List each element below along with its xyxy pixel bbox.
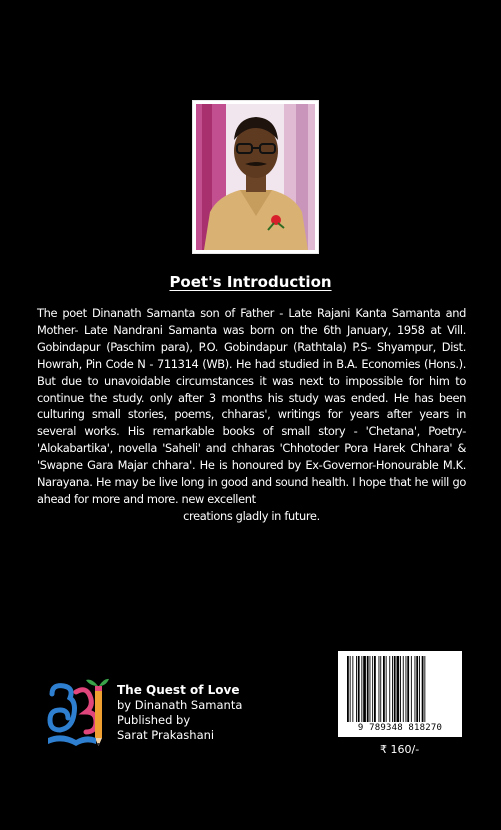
book-title: The Quest of Love: [117, 683, 240, 697]
barcode-bars: [346, 656, 454, 722]
price-label: ₹ 160/-: [380, 743, 420, 756]
published-by-label: Published by: [117, 713, 191, 727]
biography-text: The poet Dinanath Samanta son of Father - Late Rajani Kanta Samanta and Mother- Late Nandrani Samanta was born on the 6th January, 1958 at Vill. Gobindapur (Paschim para), P.O. Gobindapur (Rathtala) P.S- Shyampur, Dist. Howrah, Pin Code N - 711314 (WB). He had studied in B.A. Economies (Hons.). But due to unavoidable circumstances it was next to impossible for him to continue the study. only after 3 months his study was ended. He has been culturing small stories, poems, chharas', writings for years after years in several works. His remarkable books of small story - 'Chetana', Poetry- 'Alokabartika', novella 'Saheli' and chharas 'Chhotoder Pora Harek Chhara' & 'Swapne Gara Majar chhara'. He is honoured by Ex-Governor-Honourable M.K. Narayana. He may be live long in good and sound health. I hope that he will go ahead for more and more. new excellent: [37, 306, 466, 506]
book-author: by Dinanath Samanta: [117, 698, 243, 712]
isbn-barcode: [338, 651, 462, 737]
publisher-name: Sarat Prakashani: [117, 728, 215, 742]
biography-last-line: creations gladly in future.: [183, 508, 320, 523]
publisher-logo: [46, 678, 110, 752]
section-heading: Poet's Introduction: [169, 273, 332, 291]
barcode-number: 9 789348 818270: [357, 723, 443, 733]
poet-photo: [192, 100, 319, 254]
poet-portrait-image: [196, 104, 315, 250]
book-info: [117, 683, 242, 743]
poet-biography: [37, 305, 466, 525]
